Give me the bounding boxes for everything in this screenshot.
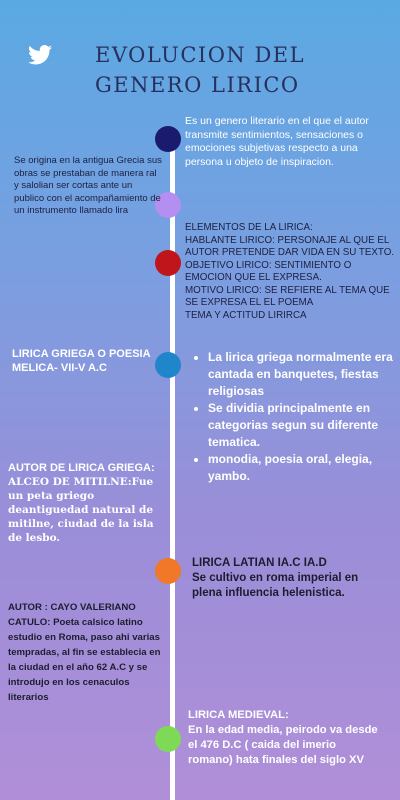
- twitter-icon[interactable]: [28, 44, 52, 66]
- latin-lyric-heading: LIRICA LATIAN IA.C IA.D: [192, 557, 327, 569]
- element-tema: TEMA Y ACTITUD LIRIRCA: [185, 309, 307, 321]
- definition-text: Es un genero literario en el que el autor transmite sentimientos, sensaciones o emociones subjetivas respecto a una persona u objeto de inspiracion.: [185, 115, 369, 168]
- greek-author-text: ALCEO DE MITILNE:Fue un peta griego deantiguedad natural de mitilne, ciudad de la isla de lesbo.: [8, 476, 154, 544]
- greek-author-block: [8, 461, 168, 545]
- timeline-dot-3: [155, 250, 181, 276]
- title-line-1: EVOLUCION DEL: [95, 43, 306, 67]
- latin-lyric-block: [192, 556, 382, 601]
- timeline-dot-6: [155, 726, 181, 752]
- list-item: • Se dividia principalmente en categorias segun su diferente tematica.: [208, 400, 394, 451]
- element-hablante: HABLANTE LIRICO: PERSONAJE AL QUE EL AUTOR PRETENDE DAR VIDA EN SU TEXTO.: [185, 234, 395, 258]
- list-item: • monodia, poesia oral, elegia, yambo.: [208, 451, 394, 485]
- medieval-lyric-text: En la edad media, peirodo va desde el 476 D.C ( caida del imerio romano) hata finales del siglo XV: [188, 724, 378, 766]
- origin-text: Se origina en la antigua Grecia sus obras se prestaban de manera ral y salolian ser cortas ante un publico con el acompañamiento de un instrumento llamado lira: [14, 155, 162, 216]
- latin-author-text: AUTOR : CAYO VALERIANO CATULO: Poeta calsico latino estudio en Roma, paso ahi varias tempradas, al fin se establecia en la ciudad en el año 62 A.C y se introdujo en los cenaculos literarios: [8, 602, 161, 703]
- timeline-line: [170, 150, 175, 800]
- title-line-2: GENERO LIRICO: [95, 73, 300, 97]
- latin-lyric-text: Se cultivo en roma imperial en plena influencia helenistica.: [192, 572, 359, 599]
- list-item: • La lirica griega normalmente era cantada en banquetes, fiestas religiosas: [208, 349, 394, 400]
- timeline-dot-1: [155, 126, 181, 152]
- medieval-lyric-heading: LIRICA MEDIEVAL:: [188, 709, 289, 721]
- medieval-lyric-block: [188, 708, 378, 768]
- element-objetivo: OBJETIVO LIRICO: SENTIMIENTO O EMOCION QUE EL EXPRESA.: [185, 259, 352, 283]
- page-title: [95, 40, 395, 100]
- elements-block: [185, 222, 397, 322]
- timeline-dot-5: [155, 558, 181, 584]
- element-motivo: MOTIVO LIRICO: SE REFIERE AL TEMA QUE SE EXPRESA EL EL POEMA: [185, 284, 390, 308]
- greek-lyric-heading: LIRICA GRIEGA O POESIA MELICA- VII-V A.C: [12, 348, 151, 374]
- elements-title: ELEMENTOS DE LA LIRICA:: [185, 222, 313, 233]
- greek-author-heading: AUTOR DE LIRICA GRIEGA:: [8, 462, 155, 474]
- greek-lyric-list: [194, 349, 394, 485]
